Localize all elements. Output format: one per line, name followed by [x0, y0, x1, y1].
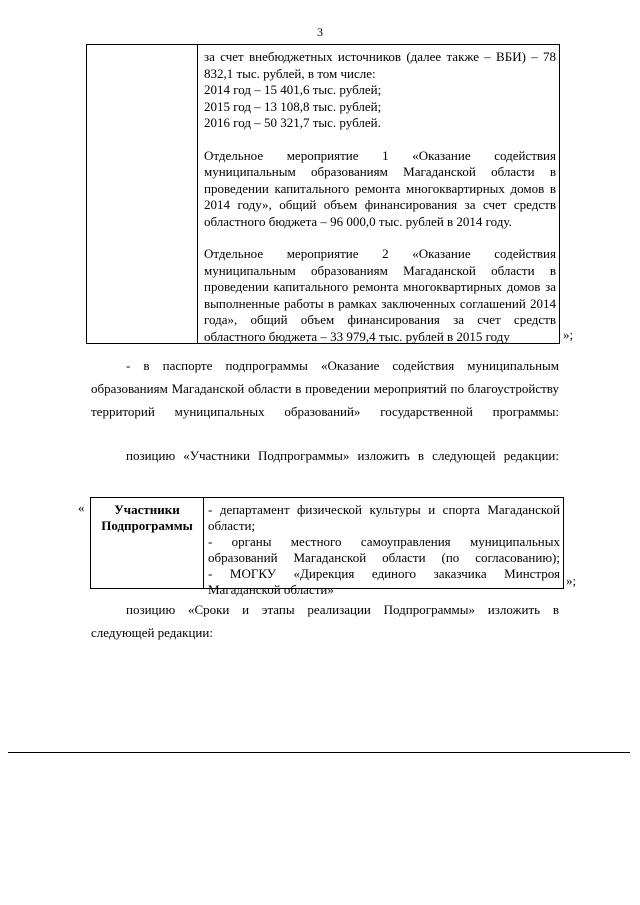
- participant-item: - департамент физической культуры и спорта Магаданской области;: [208, 502, 560, 533]
- terms-paragraph: позицию «Сроки и этапы реализации Подпрограммы» изложить в следующей редакции:: [91, 602, 559, 640]
- funding-line: за счет внебюджетных источников (далее также – ВБИ) – 78 832,1 тыс. рублей, в том числе:: [204, 49, 556, 81]
- footer-divider: [8, 752, 630, 753]
- funding-cell: [204, 49, 556, 345]
- participants-list: [208, 502, 560, 598]
- opening-quote: «: [78, 500, 85, 515]
- closing-quote: »;: [566, 573, 577, 588]
- funding-line: 2016 год – 50 321,7 тыс. рублей.: [204, 115, 381, 130]
- measure-2-text: Отдельное мероприятие 2 «Оказание содействия муниципальным образованиям Магаданской области в проведении капитального ремонта многоквартирных домов за выполненные работы в рамках заключенных соглашений 2014 года», общий объем финансирования за счет средств областного бюджета – 33 979,4 тыс. рублей в 2015 году: [204, 246, 556, 344]
- table-column-divider: [197, 45, 198, 343]
- closing-quote: »;: [563, 327, 574, 342]
- table-column-divider: [203, 498, 204, 588]
- funding-table: [86, 44, 560, 344]
- participant-item: - МОГКУ «Дирекция единого заказчика Минстроя Магаданской области»: [208, 566, 560, 597]
- participants-label-line: Участники: [114, 502, 180, 517]
- passport-paragraph: - в паспорте подпрограммы «Оказание содействия муниципальным образованиям Магаданской области в проведении мероприятий по благоустройству территорий муниципальных образований» государственной программы:: [91, 358, 559, 419]
- page-number: 3: [317, 25, 323, 39]
- participants-paragraph: позицию «Участники Подпрограммы» изложить в следующей редакции:: [126, 448, 559, 463]
- funding-line: 2015 год – 13 108,8 тыс. рублей;: [204, 98, 382, 114]
- measure-1-text: Отдельное мероприятие 1 «Оказание содействия муниципальным образованиям Магаданской области в проведении капитального ремонта многоквартирных домов в 2014 году», общий объем финансирования за счет средств областного бюджета – 96 000,0 тыс. рублей в 2014 году.: [204, 147, 556, 229]
- funding-line: 2014 год – 15 401,6 тыс. рублей;: [204, 82, 382, 97]
- participants-label-line: Подпрограммы: [101, 518, 193, 533]
- participant-item: - органы местного самоуправления муниципальных образований Магаданской области (по согласованию);: [208, 534, 560, 565]
- participants-table: [90, 497, 564, 597]
- participants-label: [91, 502, 203, 534]
